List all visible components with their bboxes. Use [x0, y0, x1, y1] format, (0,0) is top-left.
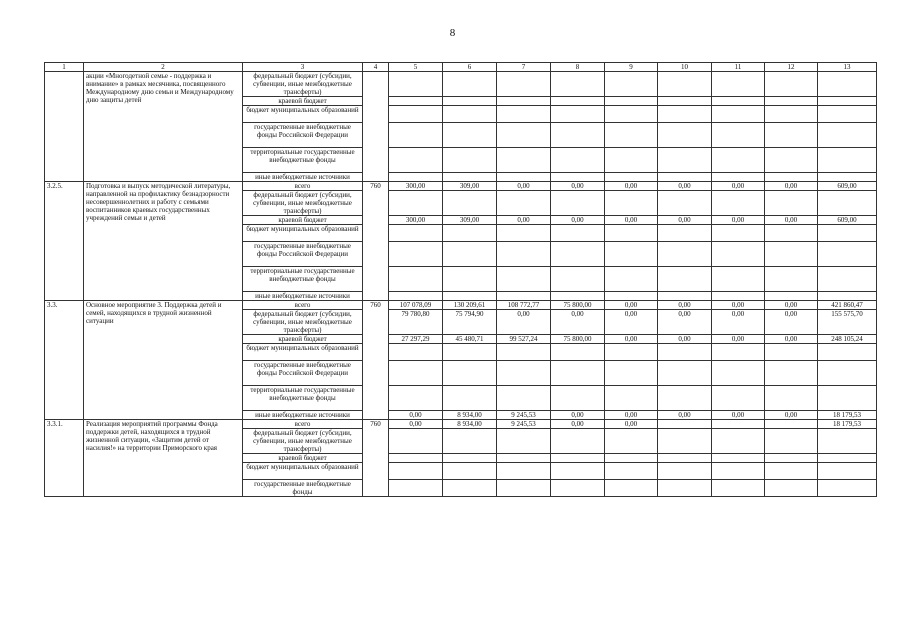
funding-source: бюджет муниципальных образований — [243, 106, 363, 123]
budget-table — [44, 62, 877, 497]
value-cell — [712, 191, 765, 216]
value-cell — [712, 72, 765, 97]
value-cell — [765, 123, 818, 148]
value-cell: 309,00 — [443, 216, 497, 225]
value-cell — [658, 97, 712, 106]
value-cell — [497, 386, 551, 411]
funding-source: всего — [243, 182, 363, 191]
value-cell: 0,00 — [765, 301, 818, 310]
value-cell — [551, 242, 605, 267]
funding-source: бюджет муниципальных образований — [243, 463, 363, 480]
value-cell: 18 179,53 — [818, 411, 877, 420]
value-cell: 0,00 — [712, 182, 765, 191]
value-cell — [605, 454, 658, 463]
funding-source: государственные внебюджетные фонды Российской Федерации — [243, 361, 363, 386]
page-number: 8 — [449, 27, 456, 39]
funding-source: всего — [243, 420, 363, 429]
value-cell — [712, 344, 765, 361]
value-cell — [818, 106, 877, 123]
header-cell: 5 — [389, 63, 443, 72]
funding-source: иные внебюджетные источники — [243, 173, 363, 182]
funding-source: территориальные государственные внебюджетные фонды — [243, 267, 363, 292]
value-cell — [497, 429, 551, 454]
value-cell: 9 245,53 — [497, 411, 551, 420]
table-row — [45, 182, 877, 191]
item-number: 3.3. — [45, 301, 84, 420]
value-cell: 0,00 — [551, 411, 605, 420]
value-cell — [497, 361, 551, 386]
header-cell: 12 — [765, 63, 818, 72]
value-cell — [551, 148, 605, 173]
value-cell — [605, 429, 658, 454]
value-cell — [389, 242, 443, 267]
value-cell — [712, 480, 765, 497]
funding-source: государственные внебюджетные фонды Российской Федерации — [243, 242, 363, 267]
value-cell — [818, 97, 877, 106]
value-cell — [551, 344, 605, 361]
funding-source: иные внебюджетные источники — [243, 292, 363, 301]
item-name: акции «Многодетной семье - поддержка и внимание» в рамках месячника, посвященного Международному дню семьи и Международному дню защиты детей — [84, 72, 243, 182]
value-cell — [497, 72, 551, 97]
value-cell: 0,00 — [658, 310, 712, 335]
item-number: 3.3.1. — [45, 420, 84, 497]
value-cell — [605, 361, 658, 386]
value-cell: 155 575,70 — [818, 310, 877, 335]
funding-source: федеральный бюджет (субсидии, субвенции, иные межбюджетные трансферты) — [243, 191, 363, 216]
value-cell — [443, 148, 497, 173]
value-cell — [389, 429, 443, 454]
value-cell — [818, 242, 877, 267]
value-cell — [765, 72, 818, 97]
value-cell — [605, 242, 658, 267]
value-cell — [497, 173, 551, 182]
value-cell: 0,00 — [605, 216, 658, 225]
value-cell: 0,00 — [765, 310, 818, 335]
value-cell — [765, 386, 818, 411]
value-cell: 0,00 — [605, 411, 658, 420]
value-cell — [712, 106, 765, 123]
header-cell: 11 — [712, 63, 765, 72]
value-cell: 0,00 — [497, 182, 551, 191]
funding-source: территориальные государственные внебюджетные фонды — [243, 386, 363, 411]
value-cell — [389, 267, 443, 292]
value-cell — [605, 344, 658, 361]
value-cell: 0,00 — [497, 216, 551, 225]
value-cell — [551, 463, 605, 480]
header-cell: 13 — [818, 63, 877, 72]
header-cell: 6 — [443, 63, 497, 72]
value-cell — [389, 480, 443, 497]
value-cell — [443, 361, 497, 386]
value-cell — [658, 123, 712, 148]
value-cell — [658, 429, 712, 454]
value-cell — [605, 480, 658, 497]
value-cell: 0,00 — [389, 411, 443, 420]
value-cell — [712, 123, 765, 148]
value-cell — [551, 225, 605, 242]
funding-source: государственные внебюджетные фонды — [243, 480, 363, 497]
value-cell — [658, 292, 712, 301]
item-name: Реализация мероприятий программы Фонда поддержки детей, находящихся в трудной жизненной ситуации, «Защитим детей от насилия!» на территории Приморского края — [84, 420, 243, 497]
value-cell — [605, 72, 658, 97]
value-cell — [497, 463, 551, 480]
value-cell — [658, 148, 712, 173]
item-name: Основное мероприятие 3. Поддержка детей и семей, находящихся в трудной жизненной ситуации — [84, 301, 243, 420]
value-cell — [712, 454, 765, 463]
value-cell — [551, 97, 605, 106]
value-cell — [551, 72, 605, 97]
funding-source: федеральный бюджет (субсидии, субвенции, иные межбюджетные трансферты) — [243, 72, 363, 97]
value-cell — [443, 97, 497, 106]
value-cell: 0,00 — [551, 216, 605, 225]
header-cell: 4 — [363, 63, 389, 72]
value-cell — [765, 463, 818, 480]
value-cell — [443, 454, 497, 463]
value-cell: 0,00 — [712, 335, 765, 344]
value-cell — [658, 242, 712, 267]
item-number — [45, 72, 84, 182]
value-cell — [389, 386, 443, 411]
value-cell: 609,00 — [818, 216, 877, 225]
value-cell — [497, 454, 551, 463]
value-cell — [443, 429, 497, 454]
value-cell — [765, 97, 818, 106]
value-cell — [818, 292, 877, 301]
item-code — [363, 72, 389, 182]
value-cell: 45 480,71 — [443, 335, 497, 344]
value-cell — [658, 106, 712, 123]
value-cell — [443, 386, 497, 411]
value-cell — [443, 173, 497, 182]
value-cell — [712, 292, 765, 301]
value-cell — [712, 361, 765, 386]
value-cell — [497, 344, 551, 361]
value-cell — [443, 242, 497, 267]
value-cell: 0,00 — [497, 310, 551, 335]
header-cell: 1 — [45, 63, 84, 72]
value-cell: 0,00 — [605, 310, 658, 335]
value-cell: 0,00 — [765, 411, 818, 420]
value-cell — [497, 225, 551, 242]
value-cell — [765, 480, 818, 497]
value-cell — [765, 106, 818, 123]
value-cell — [605, 173, 658, 182]
value-cell — [497, 267, 551, 292]
value-cell — [443, 191, 497, 216]
funding-source: бюджет муниципальных образований — [243, 344, 363, 361]
value-cell — [765, 267, 818, 292]
funding-source: краевой бюджет — [243, 216, 363, 225]
value-cell — [605, 191, 658, 216]
value-cell: 75 800,00 — [551, 335, 605, 344]
value-cell — [497, 148, 551, 173]
value-cell — [765, 173, 818, 182]
value-cell — [818, 454, 877, 463]
value-cell — [551, 191, 605, 216]
value-cell — [765, 429, 818, 454]
value-cell: 27 297,29 — [389, 335, 443, 344]
value-cell — [443, 123, 497, 148]
value-cell: 8 934,00 — [443, 411, 497, 420]
value-cell — [389, 148, 443, 173]
value-cell — [765, 191, 818, 216]
value-cell: 0,00 — [658, 301, 712, 310]
value-cell — [551, 173, 605, 182]
funding-source: краевой бюджет — [243, 97, 363, 106]
item-code: 760 — [363, 182, 389, 301]
item-code: 760 — [363, 301, 389, 420]
value-cell — [658, 267, 712, 292]
value-cell — [497, 97, 551, 106]
value-cell — [765, 292, 818, 301]
table-row — [45, 72, 877, 97]
value-cell — [712, 386, 765, 411]
value-cell: 0,00 — [712, 216, 765, 225]
value-cell — [605, 106, 658, 123]
value-cell — [605, 386, 658, 411]
value-cell — [497, 191, 551, 216]
value-cell: 0,00 — [658, 411, 712, 420]
value-cell — [658, 454, 712, 463]
value-cell: 300,00 — [389, 182, 443, 191]
value-cell — [818, 463, 877, 480]
table-row — [45, 301, 877, 310]
header-cell: 2 — [84, 63, 243, 72]
value-cell — [443, 292, 497, 301]
value-cell: 107 078,09 — [389, 301, 443, 310]
value-cell — [658, 225, 712, 242]
value-cell — [818, 344, 877, 361]
value-cell — [389, 225, 443, 242]
value-cell — [818, 386, 877, 411]
value-cell — [658, 191, 712, 216]
value-cell — [712, 463, 765, 480]
value-cell: 0,00 — [765, 216, 818, 225]
value-cell: 309,00 — [443, 182, 497, 191]
value-cell — [389, 191, 443, 216]
value-cell — [818, 191, 877, 216]
value-cell: 0,00 — [712, 310, 765, 335]
value-cell — [818, 72, 877, 97]
header-cell: 7 — [497, 63, 551, 72]
value-cell — [389, 106, 443, 123]
funding-source: бюджет муниципальных образований — [243, 225, 363, 242]
value-cell: 0,00 — [712, 301, 765, 310]
value-cell — [551, 267, 605, 292]
header-row — [45, 63, 877, 72]
value-cell — [765, 454, 818, 463]
funding-source: государственные внебюджетные фонды Российской Федерации — [243, 123, 363, 148]
value-cell — [818, 429, 877, 454]
value-cell: 0,00 — [712, 411, 765, 420]
value-cell — [443, 463, 497, 480]
value-cell: 0,00 — [605, 335, 658, 344]
value-cell: 9 245,53 — [497, 420, 551, 429]
value-cell — [658, 173, 712, 182]
item-number: 3.2.5. — [45, 182, 84, 301]
value-cell — [389, 97, 443, 106]
value-cell — [765, 242, 818, 267]
value-cell — [497, 106, 551, 123]
value-cell — [712, 97, 765, 106]
value-cell — [551, 454, 605, 463]
value-cell — [389, 72, 443, 97]
value-cell: 300,00 — [389, 216, 443, 225]
value-cell — [818, 361, 877, 386]
header-cell: 8 — [551, 63, 605, 72]
funding-source: краевой бюджет — [243, 335, 363, 344]
value-cell — [443, 72, 497, 97]
value-cell — [818, 148, 877, 173]
funding-source: федеральный бюджет (субсидии, субвенции, иные межбюджетные трансферты) — [243, 310, 363, 335]
value-cell: 79 780,80 — [389, 310, 443, 335]
item-code: 760 — [363, 420, 389, 497]
value-cell — [605, 463, 658, 480]
value-cell: 421 860,47 — [818, 301, 877, 310]
value-cell — [443, 267, 497, 292]
value-cell — [712, 225, 765, 242]
value-cell — [551, 123, 605, 148]
value-cell: 0,00 — [605, 301, 658, 310]
funding-source: территориальные государственные внебюджетные фонды — [243, 148, 363, 173]
value-cell — [765, 148, 818, 173]
value-cell: 0,00 — [551, 182, 605, 191]
value-cell — [658, 463, 712, 480]
value-cell — [765, 225, 818, 242]
value-cell: 0,00 — [605, 182, 658, 191]
value-cell — [389, 123, 443, 148]
value-cell — [765, 361, 818, 386]
value-cell: 0,00 — [658, 335, 712, 344]
value-cell: 0,00 — [765, 335, 818, 344]
value-cell — [551, 292, 605, 301]
value-cell — [551, 386, 605, 411]
value-cell — [712, 429, 765, 454]
value-cell — [765, 344, 818, 361]
value-cell: 0,00 — [551, 310, 605, 335]
value-cell — [389, 344, 443, 361]
value-cell — [765, 420, 818, 429]
header-cell: 3 — [243, 63, 363, 72]
value-cell — [605, 225, 658, 242]
value-cell: 75 794,90 — [443, 310, 497, 335]
value-cell — [497, 292, 551, 301]
value-cell — [712, 267, 765, 292]
value-cell — [818, 267, 877, 292]
value-cell: 99 527,24 — [497, 335, 551, 344]
funding-source: федеральный бюджет (субсидии, субвенции, иные межбюджетные трансферты) — [243, 429, 363, 454]
table-row — [45, 420, 877, 429]
value-cell: 0,00 — [765, 182, 818, 191]
value-cell — [443, 106, 497, 123]
value-cell — [658, 386, 712, 411]
value-cell — [818, 225, 877, 242]
value-cell: 609,00 — [818, 182, 877, 191]
value-cell — [658, 72, 712, 97]
value-cell: 0,00 — [605, 420, 658, 429]
value-cell — [605, 267, 658, 292]
value-cell — [497, 123, 551, 148]
value-cell — [712, 420, 765, 429]
value-cell — [551, 361, 605, 386]
value-cell — [712, 242, 765, 267]
value-cell — [389, 173, 443, 182]
value-cell: 0,00 — [658, 182, 712, 191]
value-cell — [658, 361, 712, 386]
header-cell: 9 — [605, 63, 658, 72]
value-cell — [658, 344, 712, 361]
value-cell: 130 209,61 — [443, 301, 497, 310]
value-cell — [605, 97, 658, 106]
value-cell — [389, 454, 443, 463]
value-cell: 8 934,00 — [443, 420, 497, 429]
value-cell: 18 179,53 — [818, 420, 877, 429]
value-cell — [497, 480, 551, 497]
value-cell — [712, 173, 765, 182]
value-cell — [605, 148, 658, 173]
header-cell: 10 — [658, 63, 712, 72]
value-cell — [443, 344, 497, 361]
value-cell — [551, 480, 605, 497]
funding-source: краевой бюджет — [243, 454, 363, 463]
value-cell: 0,00 — [551, 420, 605, 429]
value-cell — [818, 480, 877, 497]
value-cell — [443, 480, 497, 497]
value-cell — [818, 173, 877, 182]
value-cell — [658, 480, 712, 497]
funding-source: иные внебюджетные источники — [243, 411, 363, 420]
value-cell — [658, 420, 712, 429]
value-cell: 0,00 — [658, 216, 712, 225]
value-cell — [605, 123, 658, 148]
value-cell — [605, 292, 658, 301]
value-cell — [712, 148, 765, 173]
value-cell: 108 772,77 — [497, 301, 551, 310]
value-cell: 248 105,24 — [818, 335, 877, 344]
value-cell — [389, 361, 443, 386]
item-name: Подготовка и выпуск методической литературы, направленной на профилактику безнадзорности несовершеннолетних и работу с семьями воспитанников краевых государственных учреждений семьи и детей — [84, 182, 243, 301]
value-cell — [389, 292, 443, 301]
value-cell — [818, 123, 877, 148]
value-cell — [497, 242, 551, 267]
value-cell: 75 800,00 — [551, 301, 605, 310]
value-cell — [551, 429, 605, 454]
value-cell — [551, 106, 605, 123]
value-cell — [389, 463, 443, 480]
funding-source: всего — [243, 301, 363, 310]
value-cell — [443, 225, 497, 242]
value-cell: 0,00 — [389, 420, 443, 429]
